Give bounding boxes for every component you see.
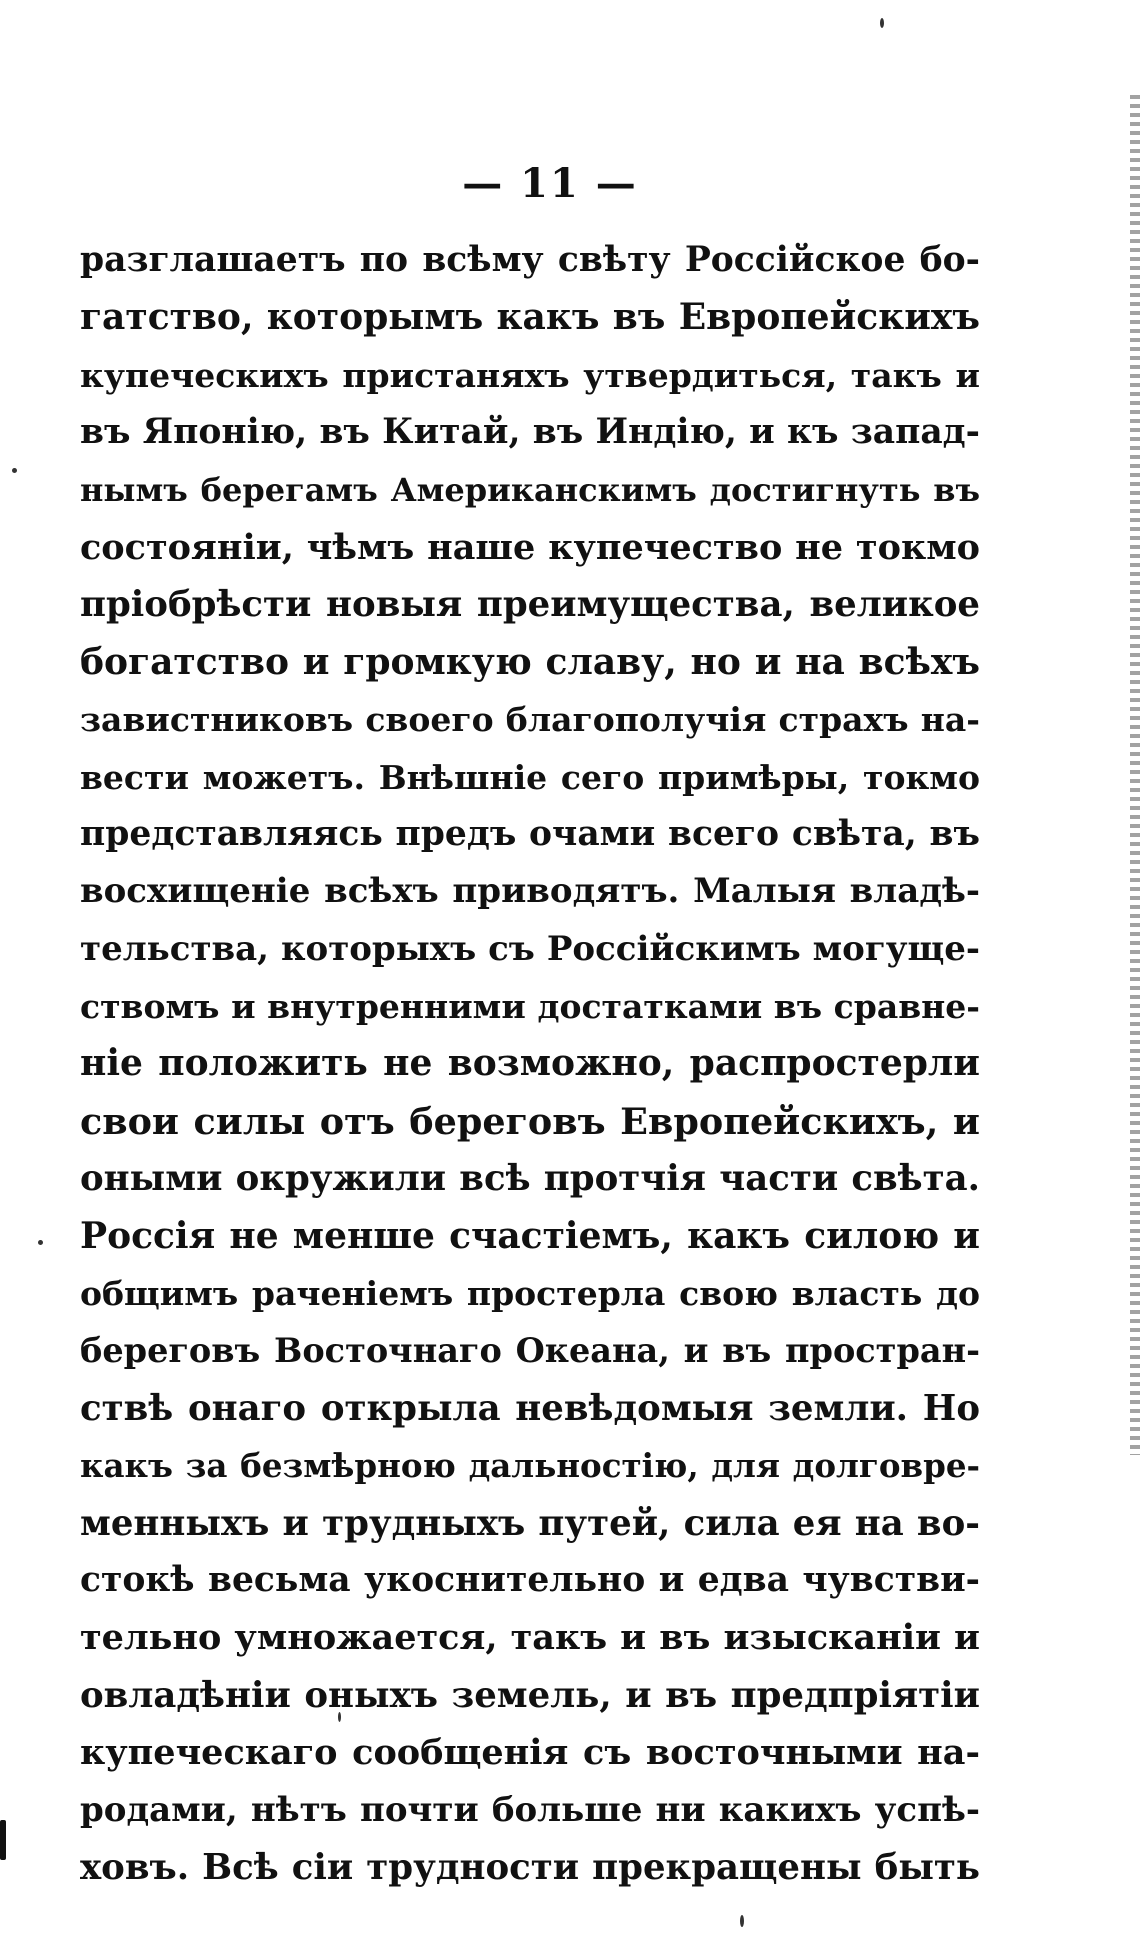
text-line: оными окружили всѣ протчія части свѣта. [80,1158,980,1200]
text-line: родами, нѣтъ почти больше ни какихъ успѣ- [80,1789,980,1830]
text-line: завистниковъ своего благополучія страхъ на- [80,700,980,740]
scan-mark [0,1820,6,1860]
text-line: менныхъ и трудныхъ путей, сила ея на во- [80,1502,980,1544]
page-edge-shadow [1130,95,1140,1455]
text-line: вести можетъ. Внѣшніе сего примѣры, токмо [80,757,980,797]
text-line: ніе положить не возможно, распростерли [80,1042,980,1085]
scan-speck [12,468,17,473]
text-line: пріобрѣсти новыя преимущества, великое [80,584,980,626]
text-line: тельно умножается, такъ и въ изысканіи и [80,1617,980,1659]
text-line: представляясь предъ очами всего свѣта, въ [80,813,980,854]
text-line: береговъ Восточнаго Океана, и въ простран- [80,1331,980,1371]
text-line: стокѣ весьма укоснительно и едва чувстви- [80,1559,980,1600]
text-line: Россія не менше счастіемъ, какъ силою и [80,1214,980,1257]
scan-speck [740,1915,744,1927]
text-line: общимъ раченіемъ простерла свою власть до [80,1274,980,1314]
text-line: разглашаетъ по всѣму свѣту Россійское бо- [80,240,980,280]
scan-speck [38,1240,43,1245]
text-line: ховъ. Всѣ сіи трудности прекращены быть [80,1846,980,1888]
body-text [80,232,980,1896]
text-line: гатство, которымъ какъ въ Европейскихъ [80,296,980,339]
text-line: восхищеніе всѣхъ приводятъ. Малыя владѣ- [80,871,980,912]
text-line: купеческаго сообщенія съ восточными на- [80,1732,980,1774]
text-line: въ Японію, въ Китай, въ Индію, и къ запад- [80,412,980,453]
text-line: какъ за безмѣрною дальностію, для долговре- [80,1446,980,1486]
page-number: — 11 — [462,160,638,207]
text-line: ствомъ и внутренними достатками въ сравне- [80,987,980,1027]
text-line: нымъ берегамъ Американскимъ достигнуть въ [80,470,980,509]
text-line: тельства, которыхъ съ Россійскимъ могуще- [80,928,980,969]
text-line: состояніи, чѣмъ наше купечество не токмо [80,526,980,568]
text-line: ствѣ онаго открыла невѣдомыя земли. Но [80,1387,980,1429]
text-line: свои силы отъ береговъ Европейскихъ, и [80,1099,980,1143]
scan-speck [880,18,884,28]
text-line: богатство и громкую славу, но и на всѣхъ [80,640,980,683]
text-line: купеческихъ пристаняхъ утвердиться, такъ и [80,355,980,395]
text-line: овладѣніи оныхъ земель, и въ предпріятіи [80,1674,980,1716]
